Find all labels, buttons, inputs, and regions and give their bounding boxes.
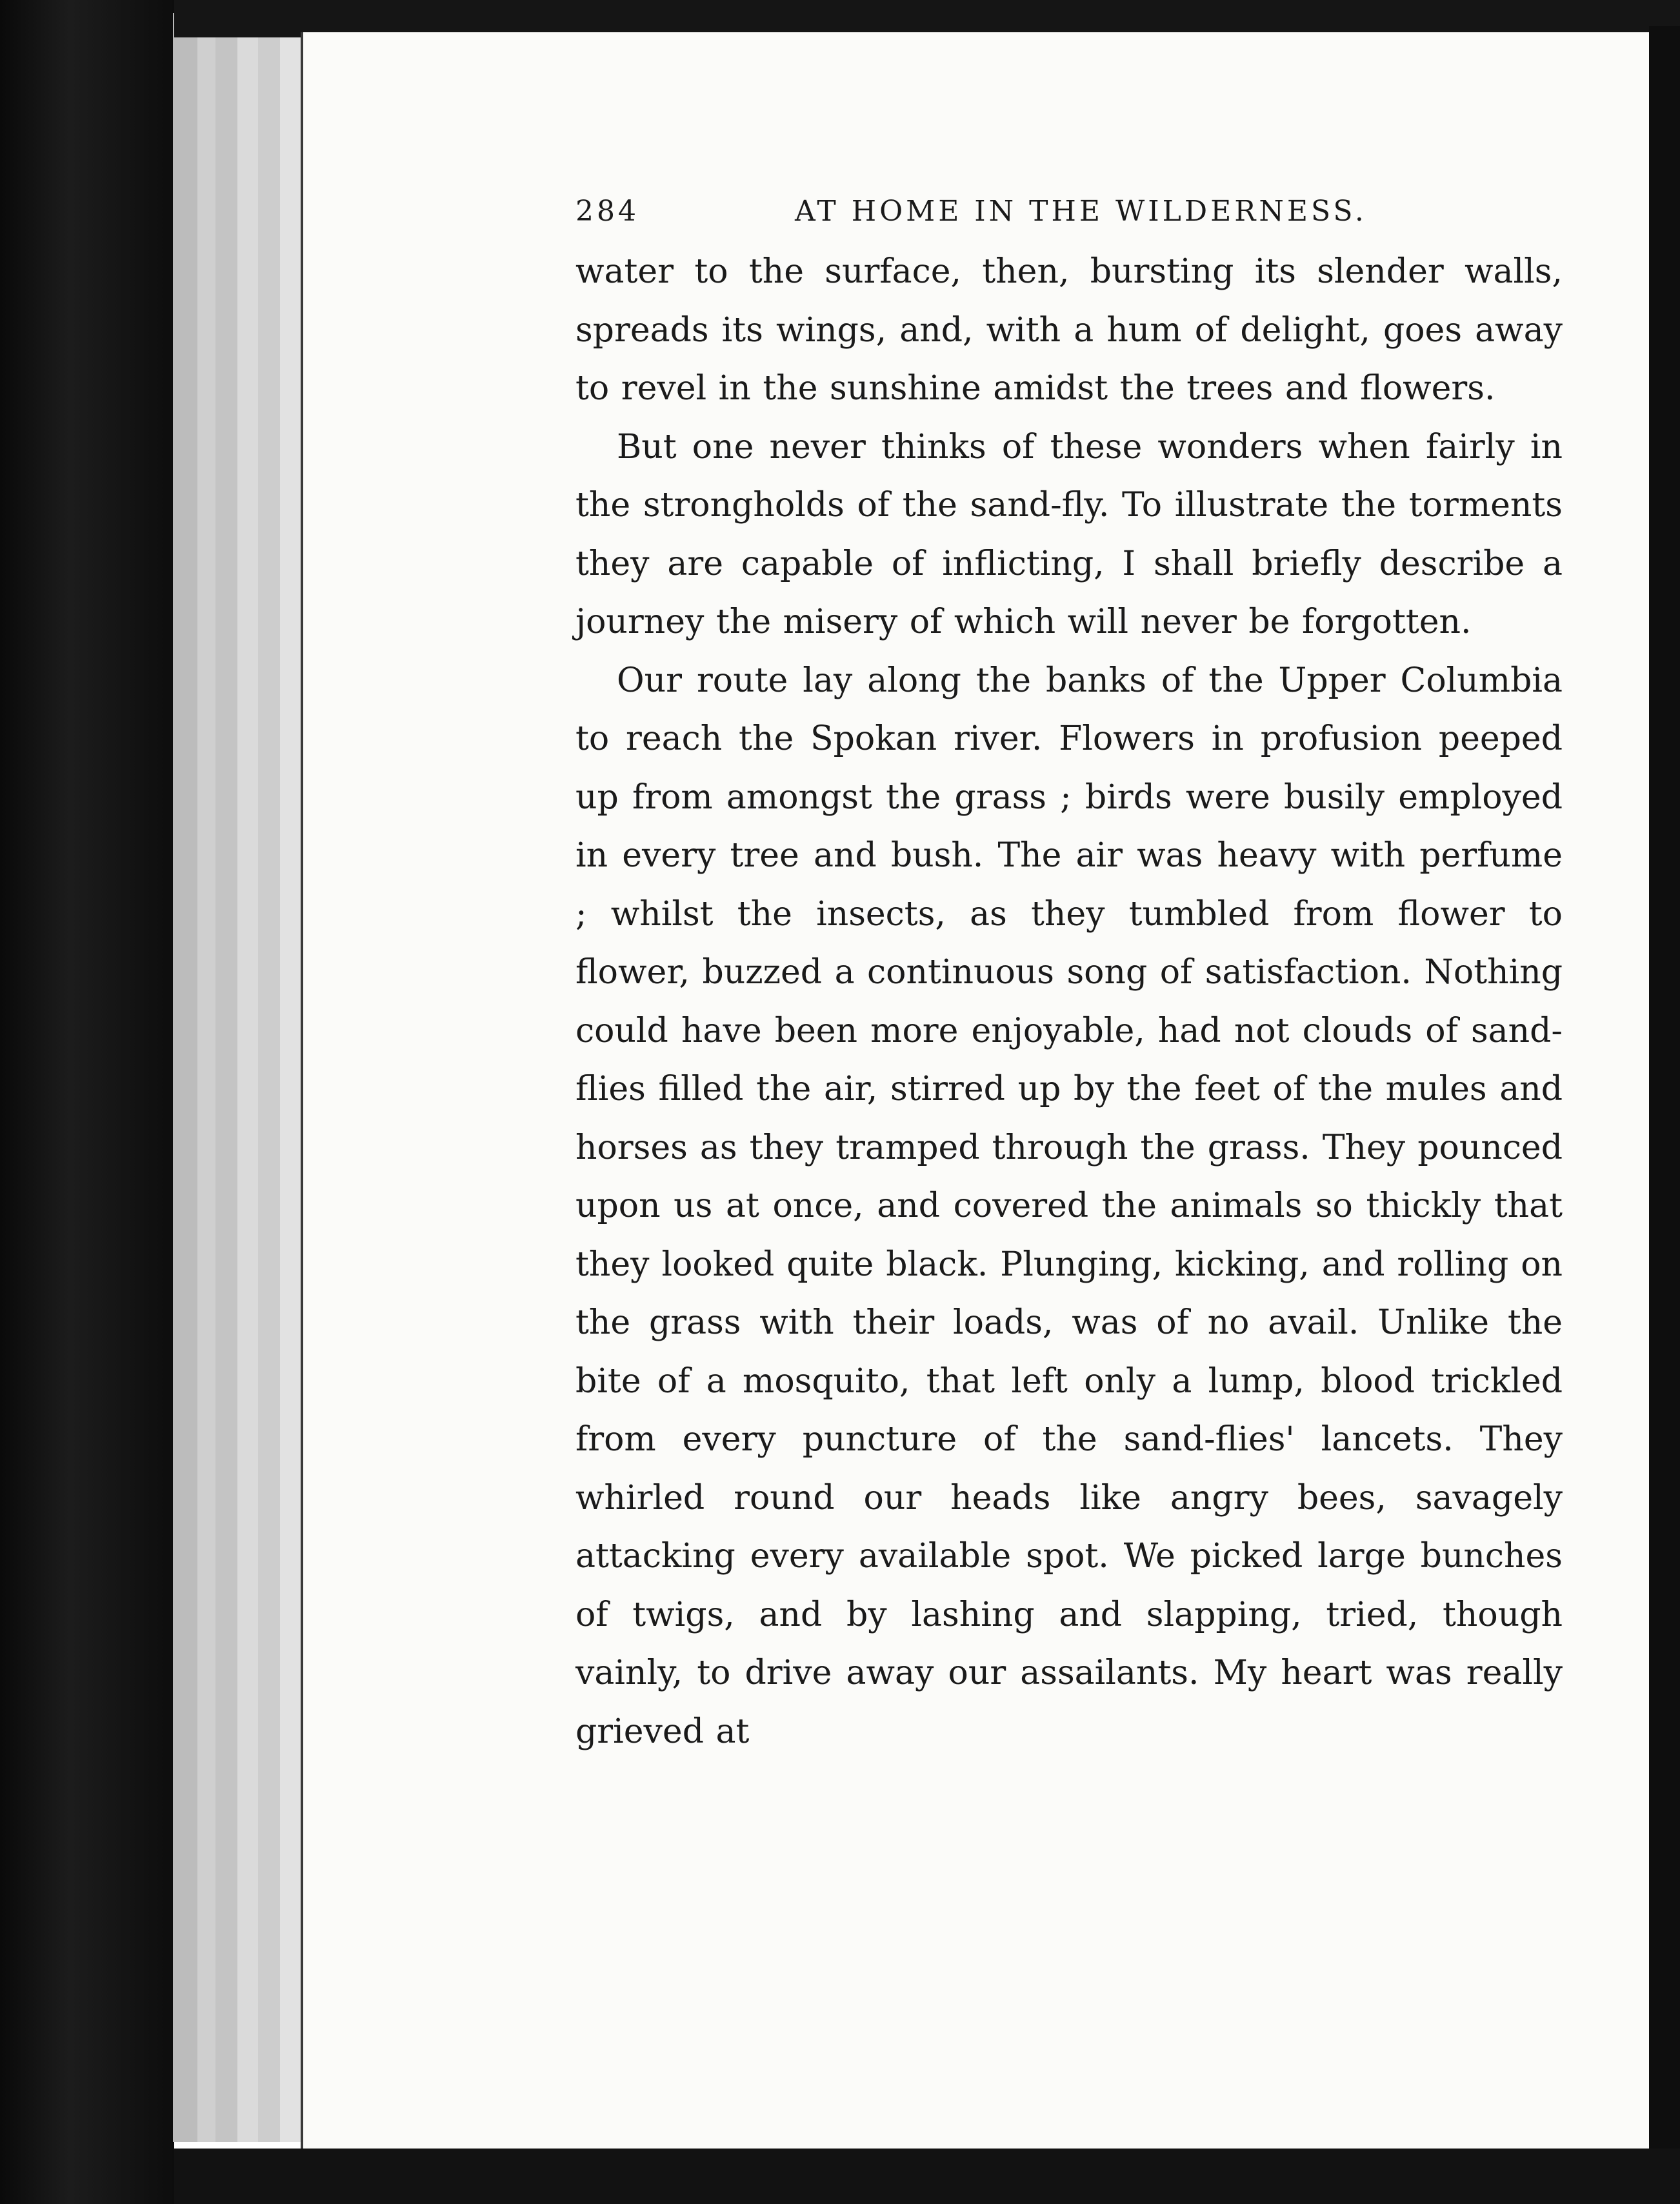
paragraph-continued: water to the surface, then, bursting its slender walls, spreads its wings, and, with a hum of delight, goes away to revel in the sunshine amidst the trees and flowers. [575, 252, 1563, 408]
scan-border-right [1649, 26, 1680, 2168]
page-edge [173, 13, 201, 2142]
book-binding [0, 0, 174, 2204]
paragraph: But one never thinks of these wonders when fairly in the strongholds of the sand-fly. To illustrate the torments they are capable of inflicting, I shall briefly describe a journey the misery of which will never be forgotten. [575, 427, 1563, 641]
running-head-title: AT HOME IN THE WILDERNESS. [795, 195, 1367, 228]
page-edge [280, 13, 303, 2142]
page-number: 284 [575, 195, 639, 228]
paragraph: Our route lay along the banks of the Upper Columbia to reach the Spokan river. Flowers in profusion peeped up from amongst the grass ; birds were busily employed in every tree and bush. The air was heavy with perfume ; whilst the insects, as they tumbled from flower to flower, buzzed a continuous song of satisfaction. Nothing could have been more enjoyable, had not clouds of sand-flies filled the air, stirred up by the feet of the mules and horses as they tramped through the grass. They pounced upon us at once, and covered the animals so thickly that they looked quite black. Plunging, kicking, and rolling on the grass with their loads, was of no avail. Unlike the bite of a mosquito, that left only a lump, blood trickled from every puncture of the sand-flies' lancets. They whirled round our heads like angry bees, savagely attacking every available spot. We picked large bunches of twigs, and by lashing and slapping, tried, though vainly, to drive away our assailants. My heart was really grieved at [575, 661, 1563, 1751]
text-block [575, 181, 1563, 1761]
scan-border-bottom [174, 2149, 1680, 2204]
running-head [575, 181, 1563, 243]
